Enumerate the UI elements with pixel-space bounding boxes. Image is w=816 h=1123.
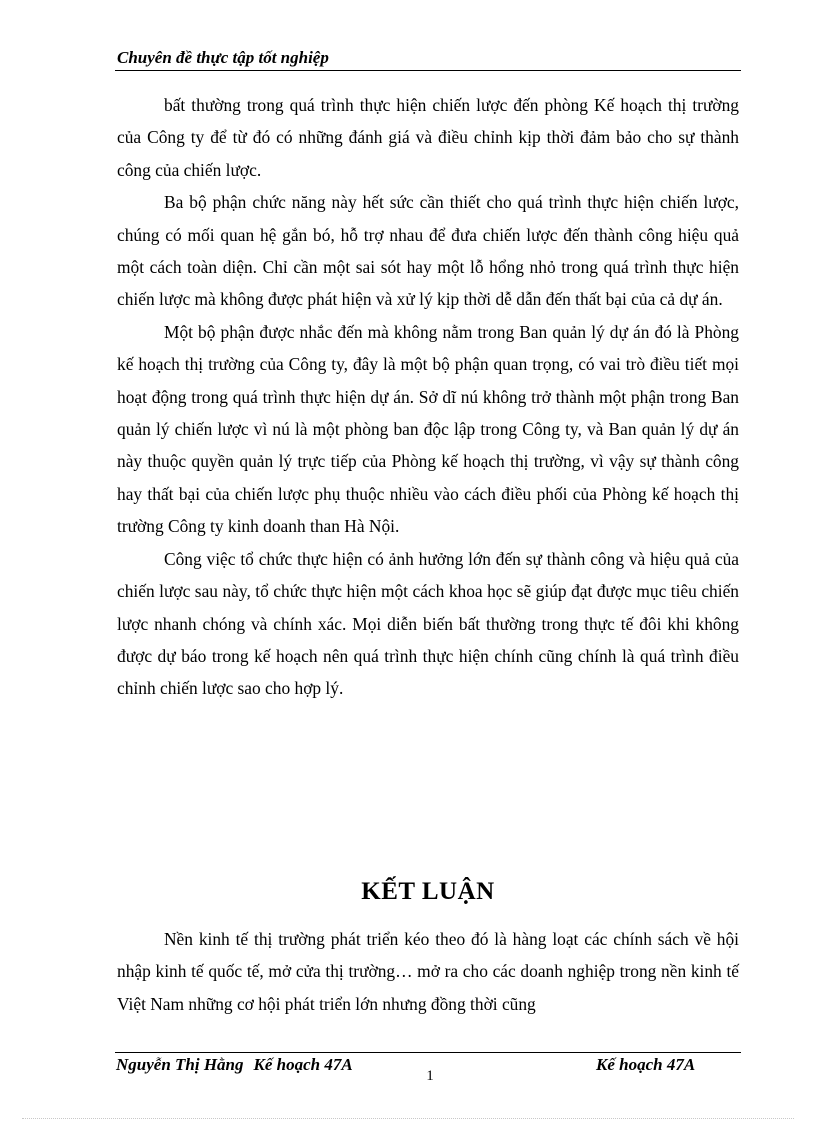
body-text	[117, 89, 739, 705]
conclusion-text	[117, 923, 739, 1020]
header-rule	[115, 70, 741, 71]
body-paragraph-4: Công việc tổ chức thực hiện có ảnh hưởng lớn đến sự thành công và hiệu quả của chiến lược sau này, tổ chức thực hiện một cách khoa học sẽ giúp đạt được mục tiêu chiến lược nhanh chóng và chính xác. Mọi diễn biến bất thường trong thực tế đôi khi không được dự báo trong kế hoạch nên quá trình thực hiện chính cũng chính là quá trình điều chỉnh chiến lược sao cho hợp lý.	[117, 548, 739, 699]
running-header-title: Chuyên đề thực tập tốt nghiệp	[117, 48, 329, 67]
page-number: 1	[426, 1068, 434, 1084]
page-edge-divider	[22, 1118, 794, 1119]
footer-rule	[115, 1052, 741, 1053]
body-paragraph-2: Ba bộ phận chức năng này hết sức cần thiết cho quá trình thực hiện chiến lược, chúng có mối quan hệ gắn bó, hỗ trợ nhau để đưa chiến lược đến thành công hiệu quả một cách toàn diện. Chỉ cần một sai sót hay một lỗ hổng nhỏ trong quá trình thực hiện chiến lược mà không được phát hiện và xử lý kịp thời dễ dẫn đến thất bại của cả dự án.	[117, 192, 739, 310]
conclusion-heading: KẾT LUẬN	[361, 878, 495, 905]
footer-left-class: Kế hoạch 47A	[253, 1055, 353, 1074]
footer-author-block	[116, 1055, 353, 1075]
conclusion-paragraph: Nền kinh tế thị trường phát triển kéo theo đó là hàng loạt các chính sách về hội nhập kinh tế quốc tế, mở cửa thị trường… mở ra cho các doanh nghiệp trong nền kinh tế Việt Nam những cơ hội phát triển lớn nhưng đồng thời cũng	[117, 929, 739, 1014]
body-paragraph-3: Một bộ phận được nhắc đến mà không nằm trong Ban quản lý dự án đó là Phòng kế hoạch thị trường của Công ty, đây là một bộ phận quan trọng, có vai trò điều tiết mọi hoạt động trong quá trình thực hiện dự án. Sở dĩ nú không trở thành một phận trong Ban quản lý chiến lược vì nú là một phòng ban độc lập trong Công ty, và Ban quản lý dự án này thuộc quyền quản lý trực tiếp của Phòng kế hoạch thị trường, vì vậy sự thành công hay thất bại của chiến lược phụ thuộc nhiều vào cách điều phối của Phòng kế hoạch thị trường Công ty kinh doanh than Hà Nội.	[117, 321, 739, 537]
footer-right-class: Kế hoạch 47A	[596, 1055, 696, 1074]
footer-author: Nguyễn Thị Hằng	[116, 1055, 244, 1074]
body-paragraph-1: bất thường trong quá trình thực hiện chiến lược đến phòng Kế hoạch thị trường của Công ty để từ đó có những đánh giá và điều chỉnh kịp thời đảm bảo cho sự thành công của chiến lược.	[117, 95, 739, 180]
